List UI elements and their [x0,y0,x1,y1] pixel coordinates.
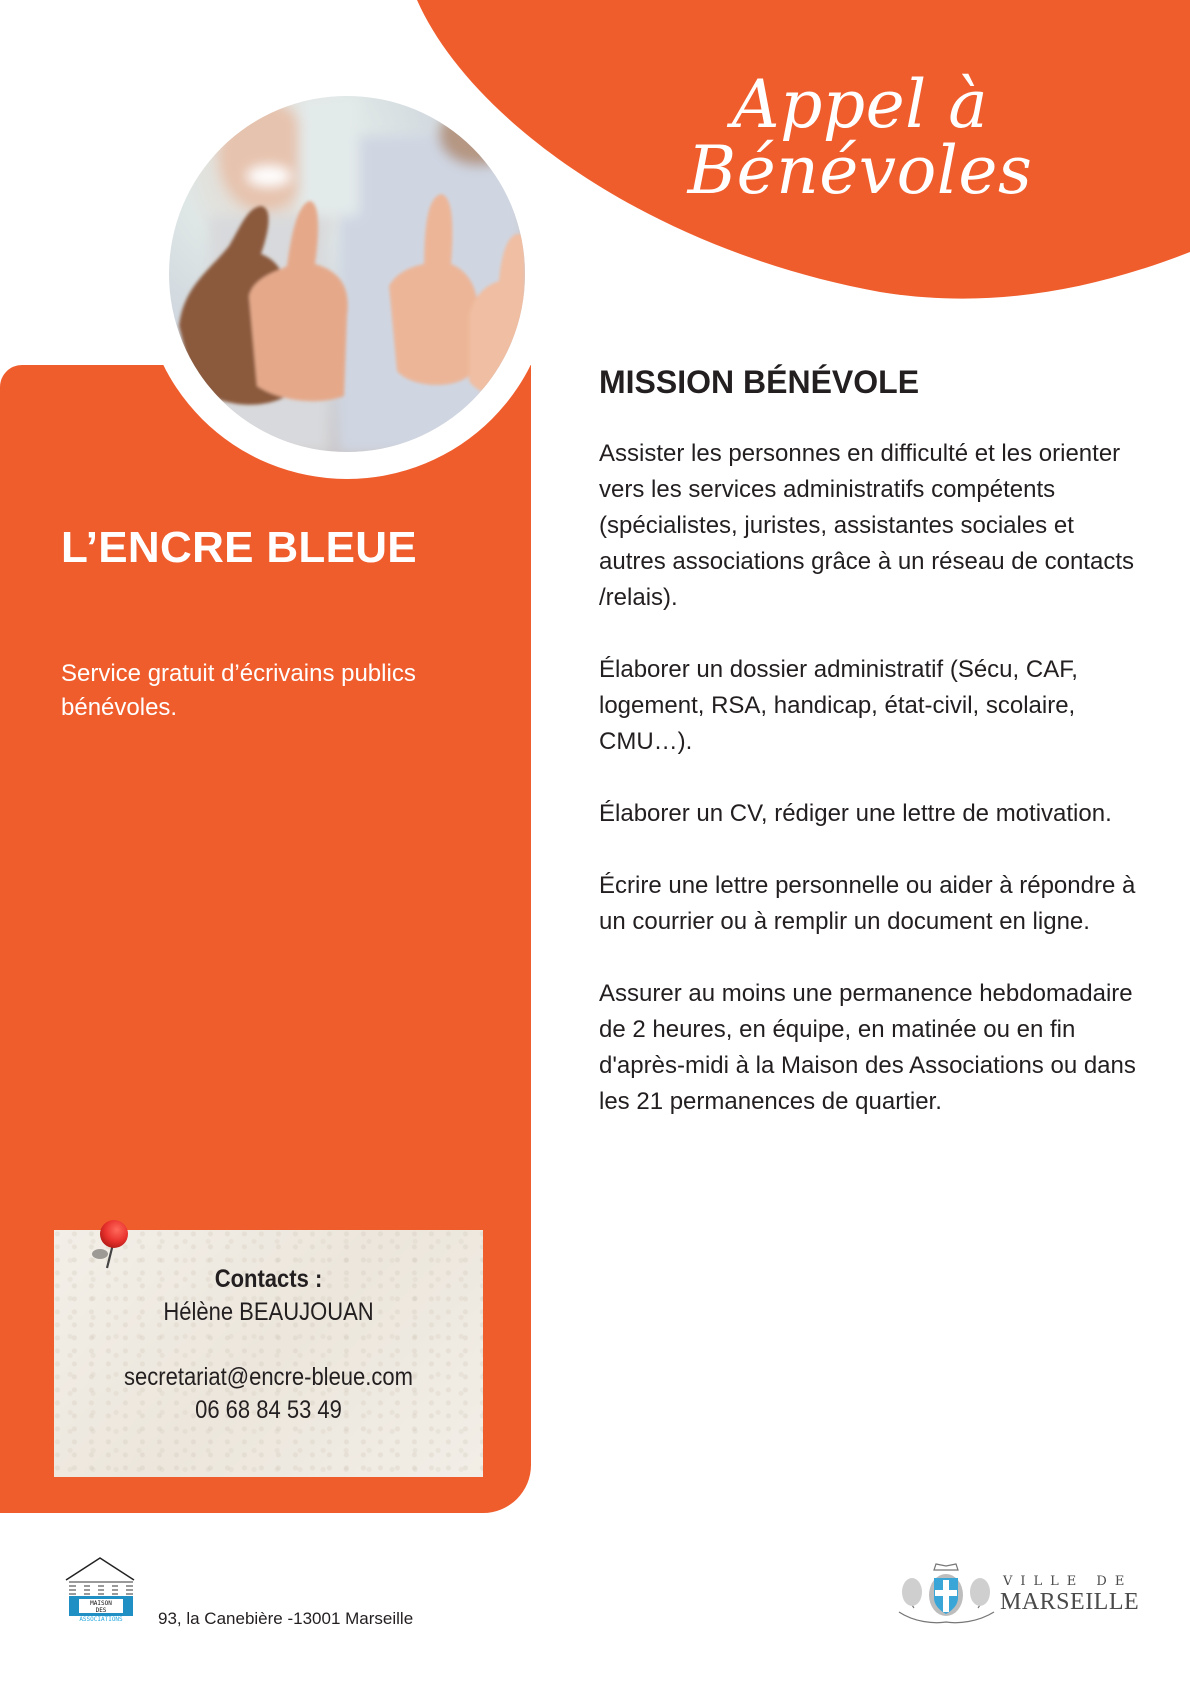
mission-paragraph: Assister les personnes en difficulté et les orienter vers les services administratifs compétents (spécialistes, juristes, assistantes sociales et autres associations grâce à un réseau de contacts /relais). [599,440,1134,611]
page-title: Appel à Bénévoles [687,66,1033,209]
contact-email-link[interactable]: secretariat@encre-bleue.com [124,1363,413,1391]
mission-description [599,436,1139,1156]
thumbs-up-photo [169,96,525,452]
maison-des-associations-logo [64,1555,138,1623]
ville-de-text: VILLE DE [1003,1574,1133,1589]
organization-name: L’ENCRE BLEUE [61,523,417,572]
contact-name: Hélène BEAUJOUAN [163,1298,374,1326]
contact-phone[interactable]: 06 68 84 53 49 [195,1396,342,1424]
marseille-text: MARSEILLE [1000,1589,1140,1615]
logo-text-associations: ASSOCIATIONS [79,1616,123,1623]
marseille-crest-icon [894,1562,998,1628]
logo-text-des: DES [95,1607,107,1614]
footer-address: 93, la Canebière -13001 Marseille [158,1609,414,1628]
mission-heading: MISSION BÉNÉVOLE [599,364,920,400]
mission-paragraph: Écrire une lettre personnelle ou aider à répondre à un courrier ou à remplir un document en ligne. [599,872,1136,935]
pushpin-icon [90,1218,130,1278]
organization-description: Service gratuit d’écrivains publics bénévoles. [61,660,416,721]
mission-paragraph: Élaborer un CV, rédiger une lettre de motivation. [599,800,1112,827]
contacts-heading: Contacts : [214,1265,323,1293]
mission-paragraph: Assurer au moins une permanence hebdomadaire de 2 heures, en équipe, en matinée ou en fin d'après-midi à la Maison des Associations ou dans les 21 permanences de quartier. [599,980,1136,1115]
mission-paragraph: Élaborer un dossier administratif (Sécu, CAF, logement, RSA, handicap, état-civil, scolaire, CMU…). [599,656,1078,755]
logo-text-maison: MAISON [90,1600,112,1607]
thumbs-up-illustration [169,96,525,452]
